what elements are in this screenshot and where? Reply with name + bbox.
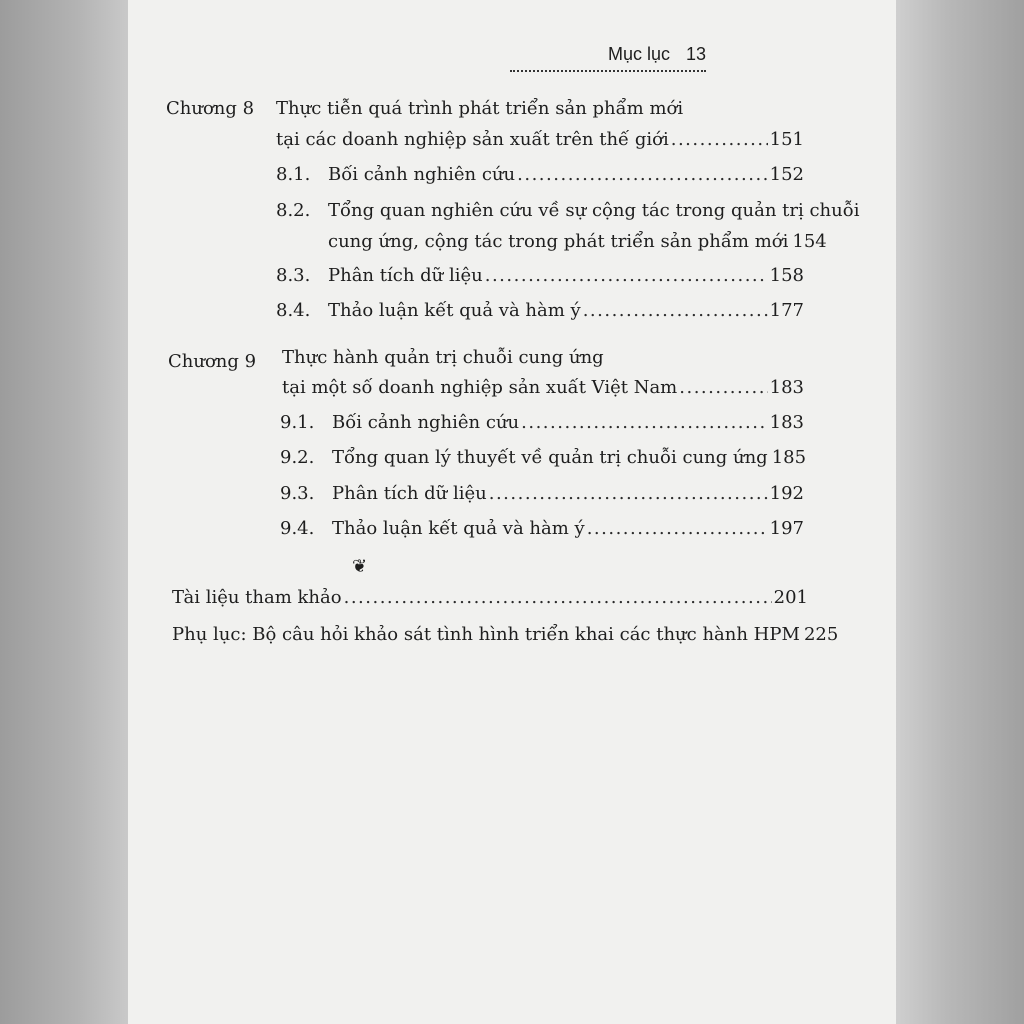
- page-number: 152: [769, 164, 804, 185]
- section-number: 9.4.: [280, 518, 315, 539]
- toc-entry-section-8-3: Phân tích dữ liệu ..... 158: [328, 264, 804, 288]
- toc-entry-section-9-1: Bối cảnh nghiên cứu ..... 183: [332, 411, 804, 435]
- toc-entry-section-8-4: Thảo luận kết quả và hàm ý ..... 177: [328, 299, 804, 323]
- toc-entry-section-9-3: Phân tích dữ liệu ..... 192: [332, 482, 804, 506]
- dot-leader: [517, 163, 768, 187]
- section-number: 8.4.: [276, 300, 311, 321]
- chapter-9-label: Chương 9: [168, 351, 257, 372]
- section-number: 8.2.: [276, 200, 311, 221]
- page-number: 158: [769, 265, 804, 286]
- toc-entry-chapter-9: tại một số doanh nghiệp sản xuất Việt Nam ..... 183: [282, 376, 804, 400]
- page-number: 185: [771, 447, 807, 468]
- dot-leader: [521, 411, 768, 435]
- dot-leader: [489, 482, 768, 506]
- toc-entry-references: Tài liệu tham khảo ..... 201: [172, 586, 808, 610]
- toc-entry-chapter-8: tại các doanh nghiệp sản xuất trên thế giới ..... 151: [276, 128, 804, 152]
- fleuron-ornament: ❦: [352, 556, 368, 577]
- dot-leader: [485, 264, 768, 288]
- dot-leader: [587, 517, 768, 541]
- page-number: 201: [773, 587, 808, 608]
- page-number: 197: [769, 518, 804, 539]
- page-number: 183: [769, 412, 804, 433]
- page-number: 151: [769, 129, 804, 150]
- book-page: [128, 0, 896, 1024]
- running-head-title: Mục lục: [607, 44, 670, 64]
- page-number: 177: [769, 300, 804, 321]
- dot-leader: [679, 376, 767, 400]
- right-margin-shadow: [896, 0, 1024, 1024]
- section-number: 9.1.: [280, 412, 315, 433]
- running-head-rule: [510, 70, 706, 72]
- left-margin-shadow: [0, 0, 128, 1024]
- running-head: [510, 44, 706, 65]
- page-number: 183: [769, 377, 804, 398]
- section-number: 9.2.: [280, 447, 315, 468]
- toc-entry-section-8-1: Bối cảnh nghiên cứu ..... 152: [328, 163, 804, 187]
- chapter-9-title-line1: Thực hành quản trị chuỗi cung ứng: [282, 347, 604, 368]
- chapter-8-label: Chương 8: [166, 98, 255, 119]
- toc-entry-section-9-2: Tổng quan lý thuyết về quản trị chuỗi cung ứng 185: [332, 447, 807, 468]
- section-number: 9.3.: [280, 483, 315, 504]
- section-8-2-title-line1: Tổng quan nghiên cứu về sự cộng tác trong quản trị chuỗi: [328, 200, 860, 221]
- section-number: 8.3.: [276, 265, 311, 286]
- page-number: 192: [769, 483, 804, 504]
- dot-leader: [344, 586, 772, 610]
- toc-entry-section-9-4: Thảo luận kết quả và hàm ý ..... 197: [332, 517, 804, 541]
- dot-leader: [671, 128, 768, 152]
- page-number: 154: [792, 231, 827, 252]
- chapter-8-title-line1: Thực tiễn quá trình phát triển sản phẩm mới: [276, 98, 684, 119]
- toc-entry-appendix: Phụ lục: Bộ câu hỏi khảo sát tình hình triển khai các thực hành HPM 225: [172, 624, 839, 645]
- toc-entry-section-8-2: cung ứng, cộng tác trong phát triển sản phẩm mới 154: [328, 231, 827, 252]
- running-head-page-number: 13: [685, 44, 706, 64]
- page-number: 225: [803, 624, 839, 645]
- dot-leader: [583, 299, 768, 323]
- section-number: 8.1.: [276, 164, 311, 185]
